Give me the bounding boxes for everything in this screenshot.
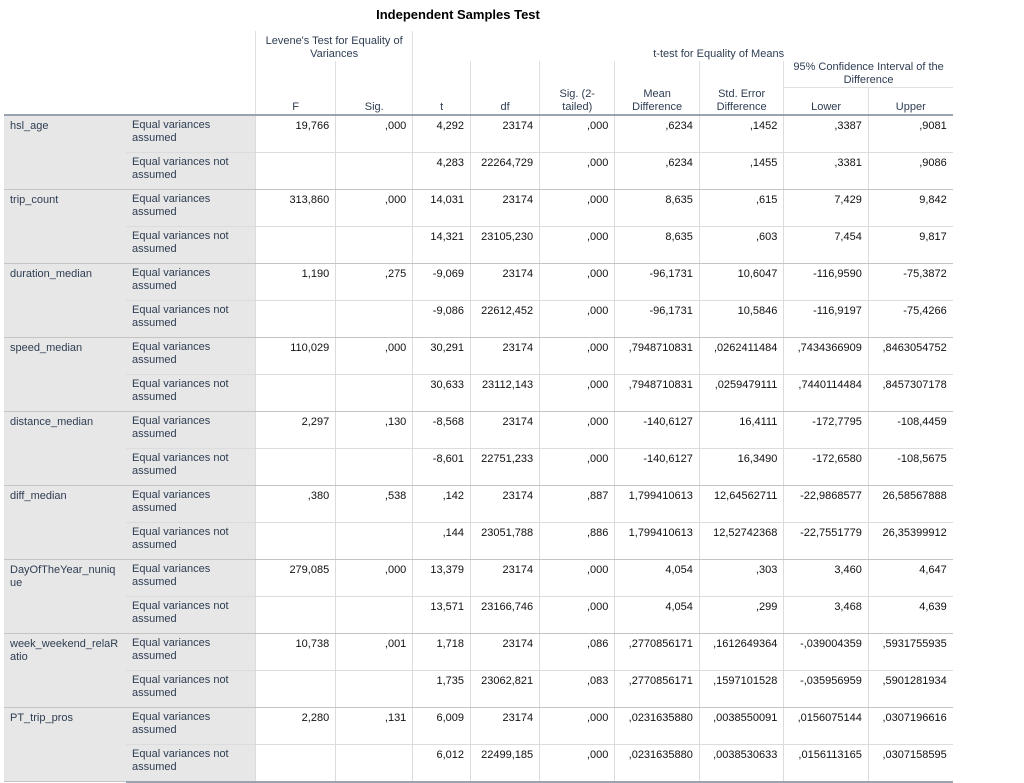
cell-sig: ,538	[336, 485, 413, 522]
cell-mean-diff: ,7948710831	[615, 337, 699, 374]
cell-f: 313,860	[255, 189, 335, 226]
variable-name: speed_median	[4, 337, 126, 411]
cell-sig	[336, 152, 413, 189]
cell-f: 1,190	[255, 263, 335, 300]
cell-mean-diff: ,6234	[615, 152, 699, 189]
cell-lower: 7,429	[784, 189, 868, 226]
table-title: Independent Samples Test	[376, 7, 540, 22]
cell-f: 10,738	[255, 633, 335, 670]
cell-t: 30,633	[413, 374, 471, 411]
ci-group-header: 95% Confidence Interval of the Difference	[784, 61, 953, 88]
cell-upper: 4,647	[868, 559, 952, 596]
cell-lower: -172,7795	[784, 411, 868, 448]
cell-sig	[336, 596, 413, 633]
cell-df: 23166,746	[471, 596, 540, 633]
cell-lower: -22,7551779	[784, 522, 868, 559]
col-header-f: F	[255, 88, 335, 115]
cell-upper: ,5901281934	[868, 670, 952, 707]
cell-t: 14,031	[413, 189, 471, 226]
table-row	[4, 300, 1024, 337]
cell-t: 6,009	[413, 707, 471, 744]
variance-assumption-label: Equal variances not assumed	[126, 374, 255, 411]
variance-assumption-label: Equal variances not assumed	[126, 744, 255, 782]
cell-sig: ,000	[336, 337, 413, 374]
ttest-group-header: t-test for Equality of Means	[413, 31, 1024, 61]
cell-t: 4,292	[413, 115, 471, 153]
cell-std-err: ,0262411484	[699, 337, 783, 374]
cell-lower: ,3381	[784, 152, 868, 189]
cell-df: 22499,185	[471, 744, 540, 782]
cell-mean-diff: 8,635	[615, 226, 699, 263]
cell-lower: ,0156113165	[784, 744, 868, 782]
cell-df: 23112,143	[471, 374, 540, 411]
variable-name: week_weekend_relaRatio	[4, 633, 126, 707]
cell-mean-diff: 4,054	[615, 559, 699, 596]
cell-sig2: ,000	[540, 744, 615, 782]
cell-f	[255, 744, 335, 782]
cell-std-err: ,1455	[699, 152, 783, 189]
cell-mean-diff: ,2770856171	[615, 633, 699, 670]
cell-std-err: 10,6047	[699, 263, 783, 300]
cell-t: 13,571	[413, 596, 471, 633]
cell-f	[255, 374, 335, 411]
variance-assumption-label: Equal variances assumed	[126, 633, 255, 670]
cell-std-err: ,1452	[699, 115, 783, 153]
cell-df: 23105,230	[471, 226, 540, 263]
cell-upper: 4,639	[868, 596, 952, 633]
cell-f	[255, 300, 335, 337]
variance-assumption-label: Equal variances not assumed	[126, 300, 255, 337]
col-header-upper: Upper	[868, 88, 952, 115]
table-row	[4, 374, 1024, 411]
cell-std-err: ,615	[699, 189, 783, 226]
cell-std-err: 12,64562711	[699, 485, 783, 522]
cell-df: 23174	[471, 559, 540, 596]
variance-assumption-label: Equal variances assumed	[126, 559, 255, 596]
cell-upper: -108,4459	[868, 411, 952, 448]
cell-sig2: ,000	[540, 411, 615, 448]
cell-sig2: ,083	[540, 670, 615, 707]
cell-t: -8,601	[413, 448, 471, 485]
table-body	[4, 115, 1024, 782]
cell-sig	[336, 744, 413, 782]
variable-name: PT_trip_pros	[4, 707, 126, 782]
cell-sig	[336, 448, 413, 485]
cell-sig2: ,000	[540, 707, 615, 744]
variance-assumption-label: Equal variances not assumed	[126, 670, 255, 707]
cell-lower: 7,454	[784, 226, 868, 263]
cell-sig2: ,000	[540, 152, 615, 189]
col-header-lower: Lower	[784, 88, 868, 115]
cell-f: 19,766	[255, 115, 335, 153]
cell-mean-diff: -140,6127	[615, 411, 699, 448]
cell-upper: ,5931755935	[868, 633, 952, 670]
cell-lower: -,035956959	[784, 670, 868, 707]
cell-t: 14,321	[413, 226, 471, 263]
cell-t: 1,735	[413, 670, 471, 707]
variable-name: trip_count	[4, 189, 126, 263]
cell-sig2: ,000	[540, 300, 615, 337]
table-row	[4, 189, 1024, 226]
table-row	[4, 226, 1024, 263]
variance-assumption-label: Equal variances assumed	[126, 115, 255, 153]
cell-df: 23174	[471, 337, 540, 374]
cell-df: 23174	[471, 189, 540, 226]
table-row	[4, 559, 1024, 596]
variance-assumption-label: Equal variances not assumed	[126, 596, 255, 633]
cell-upper: -75,4266	[868, 300, 952, 337]
cell-sig2: ,887	[540, 485, 615, 522]
cell-f	[255, 522, 335, 559]
cell-f	[255, 670, 335, 707]
cell-sig2: ,886	[540, 522, 615, 559]
cell-upper: ,0307158595	[868, 744, 952, 782]
cell-df: 23174	[471, 485, 540, 522]
cell-f	[255, 596, 335, 633]
cell-sig: ,000	[336, 189, 413, 226]
col-header-sig-2tailed: Sig. (2-tailed)	[540, 88, 615, 115]
variance-assumption-label: Equal variances assumed	[126, 189, 255, 226]
cell-f: ,380	[255, 485, 335, 522]
cell-lower: 3,468	[784, 596, 868, 633]
cell-t: 1,718	[413, 633, 471, 670]
cell-sig2: ,000	[540, 226, 615, 263]
cell-upper: 9,817	[868, 226, 952, 263]
cell-sig: ,130	[336, 411, 413, 448]
cell-lower: ,7440114484	[784, 374, 868, 411]
cell-mean-diff: ,2770856171	[615, 670, 699, 707]
cell-mean-diff: ,7948710831	[615, 374, 699, 411]
variable-name: hsl_age	[4, 115, 126, 190]
variance-assumption-label: Equal variances not assumed	[126, 226, 255, 263]
cell-upper: -108,5675	[868, 448, 952, 485]
cell-mean-diff: 1,799410613	[615, 485, 699, 522]
cell-mean-diff: 8,635	[615, 189, 699, 226]
cell-sig2: ,000	[540, 115, 615, 153]
cell-upper: ,9086	[868, 152, 952, 189]
cell-lower: -172,6580	[784, 448, 868, 485]
cell-f: 279,085	[255, 559, 335, 596]
cell-t: 4,283	[413, 152, 471, 189]
cell-upper: ,8457307178	[868, 374, 952, 411]
independent-samples-test-table	[4, 31, 1024, 783]
cell-mean-diff: 1,799410613	[615, 522, 699, 559]
cell-upper: ,0307196616	[868, 707, 952, 744]
cell-t: ,144	[413, 522, 471, 559]
variable-name: duration_median	[4, 263, 126, 337]
cell-std-err: 10,5846	[699, 300, 783, 337]
table-row	[4, 337, 1024, 374]
col-header-t: t	[413, 88, 471, 115]
cell-sig2: ,000	[540, 596, 615, 633]
cell-df: 23174	[471, 115, 540, 153]
col-header-sig: Sig.	[336, 88, 413, 115]
cell-std-err: 16,3490	[699, 448, 783, 485]
cell-sig	[336, 522, 413, 559]
cell-std-err: 16,4111	[699, 411, 783, 448]
cell-sig	[336, 670, 413, 707]
cell-sig	[336, 374, 413, 411]
cell-sig2: ,000	[540, 448, 615, 485]
cell-std-err: ,0038550091	[699, 707, 783, 744]
table-row	[4, 152, 1024, 189]
cell-std-err: ,1597101528	[699, 670, 783, 707]
cell-sig2: ,000	[540, 559, 615, 596]
cell-upper: -75,3872	[868, 263, 952, 300]
cell-lower: ,3387	[784, 115, 868, 153]
cell-sig: ,131	[336, 707, 413, 744]
levene-group-header: Levene's Test for Equality of Variances	[255, 31, 412, 61]
col-header-std-error-difference: Std. Error Difference	[699, 88, 783, 115]
cell-std-err: ,299	[699, 596, 783, 633]
cell-f	[255, 448, 335, 485]
table-row	[4, 448, 1024, 485]
variance-assumption-label: Equal variances not assumed	[126, 522, 255, 559]
cell-sig2: ,000	[540, 374, 615, 411]
cell-t: ,142	[413, 485, 471, 522]
cell-t: -8,568	[413, 411, 471, 448]
cell-df: 22264,729	[471, 152, 540, 189]
cell-sig	[336, 300, 413, 337]
cell-upper: 9,842	[868, 189, 952, 226]
variable-name: diff_median	[4, 485, 126, 559]
cell-lower: -116,9197	[784, 300, 868, 337]
table-row	[4, 633, 1024, 670]
cell-upper: 26,58567888	[868, 485, 952, 522]
cell-f: 110,029	[255, 337, 335, 374]
cell-mean-diff: -96,1731	[615, 263, 699, 300]
table-row	[4, 115, 1024, 153]
cell-sig2: ,000	[540, 263, 615, 300]
variance-assumption-label: Equal variances not assumed	[126, 152, 255, 189]
cell-f	[255, 152, 335, 189]
variable-name: DayOfTheYear_nunique	[4, 559, 126, 633]
cell-sig: ,001	[336, 633, 413, 670]
table-row	[4, 522, 1024, 559]
table-row	[4, 596, 1024, 633]
cell-upper: ,8463054752	[868, 337, 952, 374]
variance-assumption-label: Equal variances assumed	[126, 707, 255, 744]
cell-std-err: ,0038530633	[699, 744, 783, 782]
cell-lower: 3,460	[784, 559, 868, 596]
cell-upper: 26,35399912	[868, 522, 952, 559]
cell-mean-diff: ,6234	[615, 115, 699, 153]
cell-lower: ,7434366909	[784, 337, 868, 374]
table-row	[4, 263, 1024, 300]
cell-upper: ,9081	[868, 115, 952, 153]
cell-t: 6,012	[413, 744, 471, 782]
cell-lower: -22,9868577	[784, 485, 868, 522]
variance-assumption-label: Equal variances assumed	[126, 337, 255, 374]
variance-assumption-label: Equal variances assumed	[126, 411, 255, 448]
cell-df: 22612,452	[471, 300, 540, 337]
cell-std-err: ,303	[699, 559, 783, 596]
cell-t: -9,086	[413, 300, 471, 337]
cell-mean-diff: -96,1731	[615, 300, 699, 337]
cell-sig2: ,000	[540, 337, 615, 374]
cell-df: 23174	[471, 411, 540, 448]
cell-lower: ,0156075144	[784, 707, 868, 744]
variance-assumption-label: Equal variances assumed	[126, 485, 255, 522]
cell-df: 23174	[471, 707, 540, 744]
table-row	[4, 707, 1024, 744]
cell-std-err: ,603	[699, 226, 783, 263]
cell-lower: -,039004359	[784, 633, 868, 670]
cell-f	[255, 226, 335, 263]
cell-df: 23174	[471, 263, 540, 300]
cell-sig	[336, 226, 413, 263]
cell-lower: -116,9590	[784, 263, 868, 300]
cell-df: 23062,821	[471, 670, 540, 707]
table-row	[4, 411, 1024, 448]
cell-sig2: ,086	[540, 633, 615, 670]
cell-mean-diff: 4,054	[615, 596, 699, 633]
cell-sig: ,275	[336, 263, 413, 300]
table-row	[4, 485, 1024, 522]
variance-assumption-label: Equal variances assumed	[126, 263, 255, 300]
col-header-df: df	[471, 88, 540, 115]
cell-df: 23174	[471, 633, 540, 670]
cell-sig2: ,000	[540, 189, 615, 226]
cell-t: 13,379	[413, 559, 471, 596]
cell-std-err: ,1612649364	[699, 633, 783, 670]
cell-mean-diff: ,0231635880	[615, 707, 699, 744]
table-row	[4, 670, 1024, 707]
cell-sig: ,000	[336, 115, 413, 153]
cell-std-err: 12,52742368	[699, 522, 783, 559]
cell-f: 2,297	[255, 411, 335, 448]
cell-f: 2,280	[255, 707, 335, 744]
variance-assumption-label: Equal variances not assumed	[126, 448, 255, 485]
cell-std-err: ,0259479111	[699, 374, 783, 411]
cell-mean-diff: -140,6127	[615, 448, 699, 485]
cell-t: 30,291	[413, 337, 471, 374]
variable-name: distance_median	[4, 411, 126, 485]
cell-df: 23051,788	[471, 522, 540, 559]
cell-t: -9,069	[413, 263, 471, 300]
cell-sig: ,000	[336, 559, 413, 596]
table-row	[4, 744, 1024, 782]
cell-df: 22751,233	[471, 448, 540, 485]
cell-mean-diff: ,0231635880	[615, 744, 699, 782]
col-header-mean-difference: Mean Difference	[615, 88, 699, 115]
